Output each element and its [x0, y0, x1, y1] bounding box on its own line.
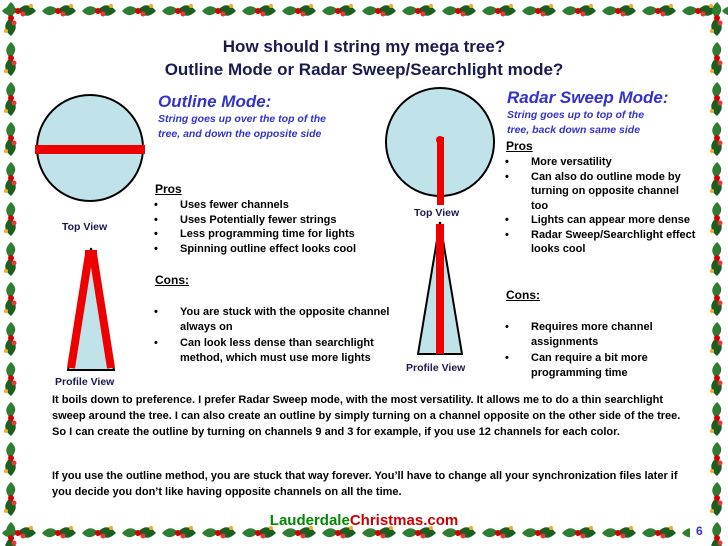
outline-mode-subtitle-2: tree, and down the opposite side [158, 128, 322, 140]
list-item: • Can also do outline mode by turning on opposite channel too [503, 170, 699, 214]
radar-top-view-diagram [384, 82, 496, 206]
radar-mode-subtitle-1: String goes up to top of the [507, 109, 645, 121]
slide-title-line1: How should I string my mega tree? [222, 37, 506, 56]
body-paragraph-1: It boils down to preference. I prefer Radar Sweep mode, with the most versatility. It allows me to do a thin searchlight sweep around the tree. I can also create an outline by simply turning on a channel opposite on the other side of the tree. So I can create the outline by turning on channels 9 and 3 for example, if you use 12 channels for each color. [52, 394, 681, 438]
list-item: • Can require a bit more programming time [503, 351, 699, 380]
outline-top-view-diagram [34, 90, 146, 202]
radar-pros-label: Pros [506, 139, 533, 153]
brand-christmas: Christmas.com [349, 512, 459, 529]
footer-brand [0, 512, 728, 529]
holly-garland-right [706, 0, 728, 546]
slide-title-line2: Outline Mode or Radar Sweep/Searchlight mode? [164, 60, 564, 79]
radar-cons-list [503, 320, 699, 380]
list-item: • Less programming time for lights [152, 227, 412, 242]
radar-mode-subtitle-2: tree, back down same side [507, 124, 641, 136]
outline-mode-heading: Outline Mode: [158, 92, 272, 111]
radar-top-view-label: Top View [414, 207, 460, 219]
list-item: • Uses fewer channels [152, 198, 412, 213]
string-radar-top [437, 137, 444, 205]
holly-garland-left [0, 0, 22, 546]
radar-mode-heading: Radar Sweep Mode: [507, 88, 669, 107]
string-radar-profile [436, 224, 444, 354]
outline-cons-label: Cons: [155, 273, 189, 287]
radar-profile-view-diagram [414, 218, 466, 356]
body-paragraph-2: If you use the outline method, you are stuck that way forever. You’ll have to change all your synchronization files later if you decide you don’t like having opposite channels on all the time. [52, 470, 678, 498]
outline-cons-list [152, 305, 402, 365]
brand-lauderdale: Lauderdale [269, 512, 350, 529]
outline-pros-label: Pros [155, 182, 182, 196]
list-item: • Lights can appear more dense [503, 213, 699, 228]
radar-cons-label: Cons: [506, 288, 540, 302]
list-item: • Requires more channel assignments [503, 320, 699, 349]
list-item: • Can look less dense than searchlight method, which must use more lights [152, 336, 402, 365]
list-item: • More versatility [503, 155, 699, 170]
string-outline-top [35, 145, 145, 154]
outline-mode-subtitle-1: String goes up over the top of the [158, 113, 326, 125]
radar-profile-view-label: Profile View [406, 362, 466, 374]
outline-profile-view-label: Profile View [55, 376, 115, 388]
outline-profile-view-diagram [62, 244, 120, 372]
page-number: 6 [696, 524, 703, 538]
list-item: • Radar Sweep/Searchlight effect looks cool [503, 228, 699, 257]
radar-pros-list [503, 155, 699, 257]
outline-pros-list [152, 198, 412, 256]
holly-garland-top [0, 0, 728, 22]
list-item: • Spinning outline effect looks cool [152, 242, 412, 257]
list-item: • Uses Potentially fewer strings [152, 213, 412, 228]
list-item: • You are stuck with the opposite channel always on [152, 305, 402, 334]
outline-top-view-label: Top View [62, 221, 108, 233]
